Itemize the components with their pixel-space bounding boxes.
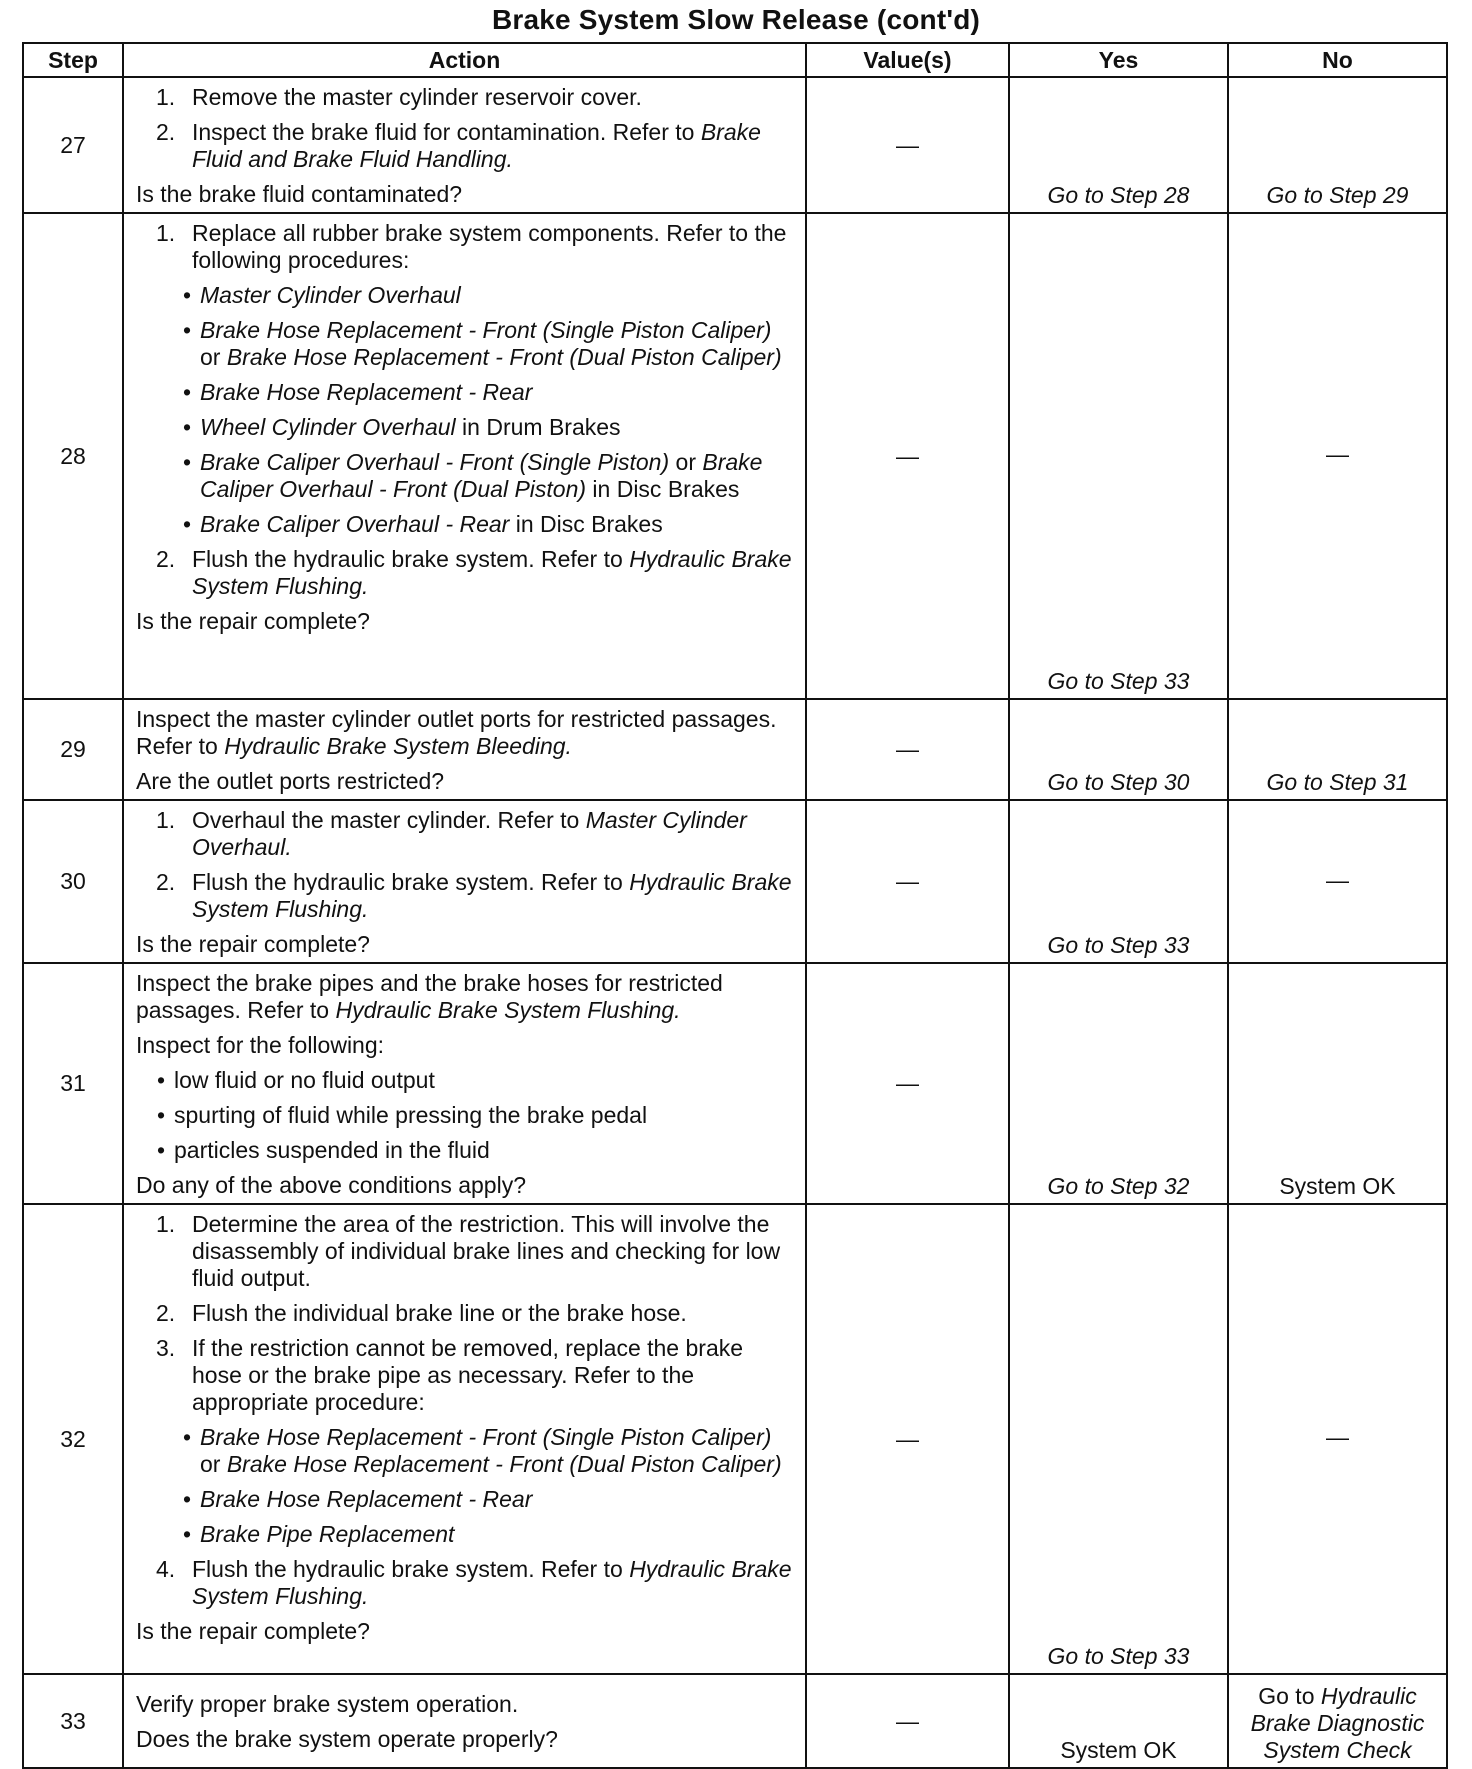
- table-row: [23, 699, 1447, 800]
- list-item: • low fluid or no fluid output: [156, 1067, 435, 1093]
- table-row: [23, 963, 1447, 1204]
- no-cell: —: [1228, 1204, 1447, 1674]
- header-values: Value(s): [806, 43, 1009, 77]
- list-item: • Brake Hose Replacement - Rear: [182, 1486, 533, 1512]
- question: Is the repair complete?: [136, 608, 370, 634]
- question: Do any of the above conditions apply?: [136, 1172, 526, 1198]
- step-number: 27: [23, 77, 123, 213]
- list-item: • Brake Caliper Overhaul - Rear in Disc Brakes: [182, 511, 663, 537]
- question: Are the outlet ports restricted?: [136, 768, 445, 794]
- question: Does the brake system operate properly?: [136, 1726, 558, 1752]
- list-item: • Master Cylinder Overhaul: [182, 282, 461, 308]
- procedure-list: [136, 282, 793, 538]
- value-cell: —: [806, 963, 1009, 1204]
- value-cell: —: [806, 213, 1009, 699]
- yes-cell: Go to Step 30: [1009, 699, 1228, 800]
- action-cell: Verify proper brake system operation. Does the brake system operate properly?: [123, 1674, 806, 1768]
- value-cell: —: [806, 800, 1009, 963]
- header-action: Action: [123, 43, 806, 77]
- header-no: No: [1228, 43, 1447, 77]
- list-item: • Brake Caliper Overhaul - Front (Single Piston) or Brake Caliper Overhaul - Front (Dual Piston) in Disc Brakes: [182, 449, 763, 502]
- action-cell: Inspect the brake pipes and the brake hoses for restricted passages. Refer to Hydraulic Brake System Flushing. Inspect for the following: • low fluid or no fluid output • spurting of fluid while pressing the brake pedal • particles suspended in the fluid Do any of the above conditions apply?: [123, 963, 806, 1204]
- value-cell: —: [806, 77, 1009, 213]
- question: Is the repair complete?: [136, 931, 370, 957]
- action-cell: 1. Remove the master cylinder reservoir cover. 2. Inspect the brake fluid for contamination. Refer to Brake Fluid and Brake Fluid Handling. Is the brake fluid contaminated?: [123, 77, 806, 213]
- no-cell: System OK: [1228, 963, 1447, 1204]
- list-item: • Brake Hose Replacement - Front (Single Piston Caliper) or Brake Hose Replacement - Front (Dual Piston Caliper): [182, 317, 782, 370]
- yes-cell: Go to Step 33: [1009, 1204, 1228, 1674]
- table-row: [23, 213, 1447, 699]
- step-number: 32: [23, 1204, 123, 1674]
- table-row: [23, 800, 1447, 963]
- list-item: • Brake Hose Replacement - Front (Single Piston Caliper) or Brake Hose Replacement - Front (Dual Piston Caliper): [182, 1424, 782, 1477]
- yes-cell: System OK: [1009, 1674, 1228, 1768]
- no-cell: Go to Step 29: [1228, 77, 1447, 213]
- step-number: 33: [23, 1674, 123, 1768]
- header-step: Step: [23, 43, 123, 77]
- header-yes: Yes: [1009, 43, 1228, 77]
- list-item: • spurting of fluid while pressing the brake pedal: [156, 1102, 648, 1128]
- page-title: Brake System Slow Release (cont'd): [491, 4, 981, 35]
- question: Is the repair complete?: [136, 1618, 370, 1644]
- table-row: [23, 77, 1447, 213]
- list-item: • Wheel Cylinder Overhaul in Drum Brakes: [182, 414, 621, 440]
- no-cell: Go to Hydraulic Brake Diagnostic System Check: [1228, 1674, 1447, 1768]
- action-cell: Inspect the master cylinder outlet ports for restricted passages. Refer to Hydraulic Brake System Bleeding. Are the outlet ports restricted?: [123, 699, 806, 800]
- diagnostic-table: [22, 42, 1448, 1769]
- no-cell: Go to Step 31: [1228, 699, 1447, 800]
- question: Is the brake fluid contaminated?: [136, 181, 463, 207]
- value-cell: —: [806, 699, 1009, 800]
- list-item: • Brake Pipe Replacement: [182, 1521, 455, 1547]
- table-row: [23, 1674, 1447, 1768]
- no-cell: —: [1228, 213, 1447, 699]
- step-number: 31: [23, 963, 123, 1204]
- table-header-row: [23, 43, 1447, 77]
- value-cell: —: [806, 1204, 1009, 1674]
- list-item: • Brake Hose Replacement - Rear: [182, 379, 533, 405]
- yes-cell: Go to Step 32: [1009, 963, 1228, 1204]
- table-row: [23, 1204, 1447, 1674]
- step-number: 30: [23, 800, 123, 963]
- action-cell: 1. Overhaul the master cylinder. Refer to Master Cylinder Overhaul. 2. Flush the hydraulic brake system. Refer to Hydraulic Brake System Flushing. Is the repair complete?: [123, 800, 806, 963]
- value-cell: —: [806, 1674, 1009, 1768]
- yes-cell: Go to Step 33: [1009, 800, 1228, 963]
- list-item: • particles suspended in the fluid: [156, 1137, 490, 1163]
- no-cell: —: [1228, 800, 1447, 963]
- action-cell: 1. Determine the area of the restriction. This will involve the disassembly of individual brake lines and checking for low fluid output. 2. Flush the individual brake line or the brake hose. 3. If the restriction cannot be removed, replace the brake hose or the brake pipe as necessary. Refer to the appropriate procedure: • Brake Hose Replacement - Front (Single Piston Caliper) or Brake Hose Replacement - Front (Dual Piston Caliper) • Brake Hose Replacement - Rear • Brake Pipe Replacement 4. Flush the hydraulic brake system. Refer to Hydraulic Brake System Flushing. Is the repair complete?: [123, 1204, 806, 1674]
- action-cell: 1. Replace all rubber brake system components. Refer to the following procedures: • Master Cylinder Overhaul • Brake Hose Replacement - Front (Single Piston Caliper) or Brake Hose Replacement - Front (Dual Piston Caliper) • Brake Hose Replacement - Rear • Wheel Cylinder Overhaul in Drum Brakes • Brake Caliper Overhaul - Front (Single Piston) or Brake Caliper Overhaul - Front (Dual Piston) in Disc Brakes • Brake Caliper Overhaul - Rear in Disc Brakes 2. Flush the hydraulic brake system. Refer to Hydraulic Brake System Flushing. Is the repair complete?: [123, 213, 806, 699]
- yes-cell: Go to Step 28: [1009, 77, 1228, 213]
- step-number: 29: [23, 699, 123, 800]
- yes-cell: Go to Step 33: [1009, 213, 1228, 699]
- condition-list: [136, 1067, 793, 1164]
- step-number: 28: [23, 213, 123, 699]
- procedure-list: [136, 1424, 793, 1548]
